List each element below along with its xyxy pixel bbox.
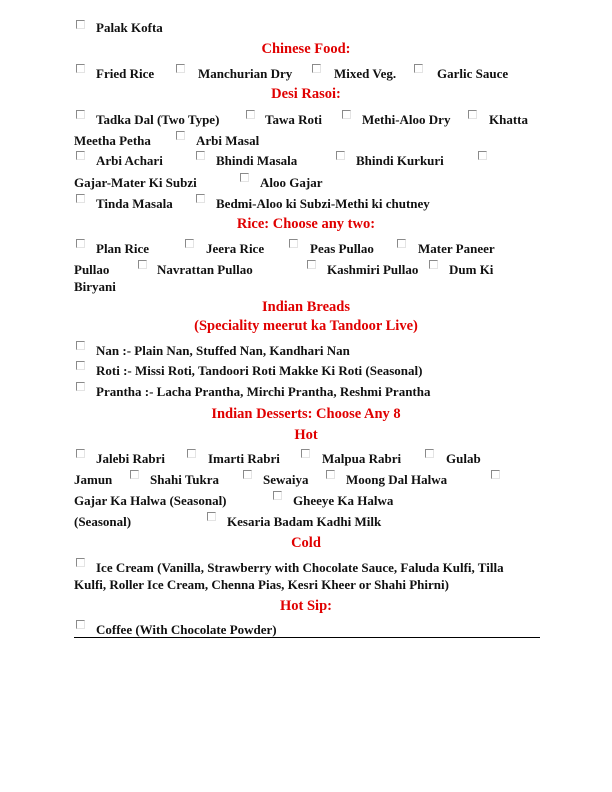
checkbox-icon[interactable] xyxy=(130,470,139,479)
item-kashmiri-pullao: Kashmiri Pullao xyxy=(327,262,419,277)
item-moong-dal-halwa: Moong Dal Halwa xyxy=(346,472,448,487)
item-mixed-veg: Mixed Veg. xyxy=(334,66,397,81)
item-kesaria-badam: Kesaria Badam Kadhi Milk xyxy=(227,514,382,529)
checkbox-icon[interactable] xyxy=(76,382,85,391)
checkbox-icon[interactable] xyxy=(196,194,205,203)
item-seasonal: (Seasonal) xyxy=(74,514,132,529)
item-pullao: Pullao xyxy=(74,262,110,277)
checkbox-icon[interactable] xyxy=(312,64,321,73)
item-methi-aloo-dry: Methi-Aloo Dry xyxy=(362,112,451,127)
heading-rice: Rice: Choose any two: xyxy=(236,216,376,232)
item-navrattan-pullao: Navrattan Pullao xyxy=(157,262,253,277)
checkbox-icon[interactable] xyxy=(76,620,85,629)
checkbox-icon[interactable] xyxy=(240,173,249,182)
checkbox-icon[interactable] xyxy=(429,260,438,269)
item-aloo-gajar: Aloo Gajar xyxy=(260,175,323,190)
checkbox-icon[interactable] xyxy=(187,449,196,458)
heading-chinese-food: Chinese Food: xyxy=(261,41,351,57)
item-ice-cream-line1: Ice Cream (Vanilla, Strawberry with Chocolate Sauce, Faluda Kulfi, Tilla xyxy=(96,560,504,575)
item-sewaiya: Sewaiya xyxy=(263,472,309,487)
checkbox-icon[interactable] xyxy=(196,151,205,160)
checkbox-icon[interactable] xyxy=(76,341,85,350)
checkbox-icon[interactable] xyxy=(207,512,216,521)
item-dum-ki: Dum Ki xyxy=(449,262,494,277)
item-palak-kofta: Palak Kofta xyxy=(96,20,163,35)
heading-speciality: (Speciality meerut ka Tandoor Live) xyxy=(194,318,418,334)
item-nan: Nan :- Plain Nan, Stuffed Nan, Kandhari Nan xyxy=(96,343,350,358)
checkbox-icon[interactable] xyxy=(301,449,310,458)
checkbox-icon[interactable] xyxy=(468,110,477,119)
checkbox-icon[interactable] xyxy=(397,239,406,248)
checkbox-icon[interactable] xyxy=(76,20,85,29)
item-gajar-mater: Gajar-Mater Ki Subzi xyxy=(74,175,197,190)
checkbox-icon[interactable] xyxy=(185,239,194,248)
item-bedmi-aloo: Bedmi-Aloo ki Subzi-Methi ki chutney xyxy=(216,196,430,211)
heading-indian-breads: Indian Breads xyxy=(262,299,350,315)
item-gheeye-ka-halwa: Gheeye Ka Halwa xyxy=(293,493,394,508)
item-imarti-rabri: Imarti Rabri xyxy=(208,451,280,466)
item-tinda-masala: Tinda Masala xyxy=(96,196,173,211)
item-shahi-tukra: Shahi Tukra xyxy=(150,472,220,487)
checkbox-icon[interactable] xyxy=(176,131,185,140)
heading-hot: Hot xyxy=(294,427,318,443)
checkbox-icon[interactable] xyxy=(326,470,335,479)
item-jalebi-rabri: Jalebi Rabri xyxy=(96,451,165,466)
item-jeera-rice: Jeera Rice xyxy=(206,241,265,256)
checkbox-icon[interactable] xyxy=(138,260,147,269)
checkbox-icon[interactable] xyxy=(491,470,500,479)
checkbox-icon[interactable] xyxy=(176,64,185,73)
item-khatta: Khatta xyxy=(489,112,528,127)
item-biryani: Biryani xyxy=(74,279,116,294)
heading-desi-rasoi: Desi Rasoi: xyxy=(271,86,341,102)
checkbox-icon[interactable] xyxy=(76,239,85,248)
heading-hot-sip: Hot Sip: xyxy=(280,598,332,614)
item-tadka-dal: Tadka Dal (Two Type) xyxy=(96,112,220,127)
checkbox-icon[interactable] xyxy=(342,110,351,119)
item-fried-rice: Fried Rice xyxy=(96,66,155,81)
item-jamun: Jamun xyxy=(74,472,113,487)
heading-indian-desserts: Indian Desserts: Choose Any 8 xyxy=(211,406,401,422)
checkbox-icon[interactable] xyxy=(273,491,282,500)
item-garlic-sauce: Garlic Sauce xyxy=(437,66,509,81)
checkbox-icon[interactable] xyxy=(246,110,255,119)
checkbox-icon[interactable] xyxy=(76,361,85,370)
checkbox-icon[interactable] xyxy=(76,151,85,160)
item-plan-rice: Plan Rice xyxy=(96,241,150,256)
item-bhindi-masala: Bhindi Masala xyxy=(216,153,298,168)
item-peas-pullao: Peas Pullao xyxy=(310,241,374,256)
checkbox-icon[interactable] xyxy=(76,449,85,458)
item-coffee: Coffee (With Chocolate Powder) xyxy=(96,622,277,637)
heading-cold: Cold xyxy=(291,535,321,551)
checkbox-icon[interactable] xyxy=(76,194,85,203)
bottom-rule xyxy=(74,637,540,638)
item-manchurian-dry: Manchurian Dry xyxy=(198,66,293,81)
item-meetha-petha: Meetha Petha xyxy=(74,133,151,148)
item-arbi-achari: Arbi Achari xyxy=(96,153,163,168)
checkbox-icon[interactable] xyxy=(289,239,298,248)
item-bhindi-kurkuri: Bhindi Kurkuri xyxy=(356,153,444,168)
item-arbi-masal: Arbi Masal xyxy=(196,133,260,148)
checkbox-icon[interactable] xyxy=(307,260,316,269)
checkbox-icon[interactable] xyxy=(425,449,434,458)
checkbox-icon[interactable] xyxy=(414,64,423,73)
checkbox-icon[interactable] xyxy=(243,470,252,479)
checkbox-icon[interactable] xyxy=(76,110,85,119)
checkbox-icon[interactable] xyxy=(336,151,345,160)
checkbox-icon[interactable] xyxy=(76,558,85,567)
item-malpua-rabri: Malpua Rabri xyxy=(322,451,402,466)
item-ice-cream-line2: Kulfi, Roller Ice Cream, Chenna Pias, Kesri Kheer or Shahi Phirni) xyxy=(74,577,449,592)
item-mater-paneer: Mater Paneer xyxy=(418,241,495,256)
checkbox-icon[interactable] xyxy=(76,64,85,73)
item-tawa-roti: Tawa Roti xyxy=(265,112,322,127)
item-gulab: Gulab xyxy=(446,451,481,466)
checkbox-icon[interactable] xyxy=(478,151,487,160)
item-gajar-ka-halwa: Gajar Ka Halwa (Seasonal) xyxy=(74,493,227,508)
item-roti: Roti :- Missi Roti, Tandoori Roti Makke Ki Roti (Seasonal) xyxy=(96,363,423,378)
item-prantha: Prantha :- Lacha Prantha, Mirchi Prantha, Reshmi Prantha xyxy=(96,384,431,399)
